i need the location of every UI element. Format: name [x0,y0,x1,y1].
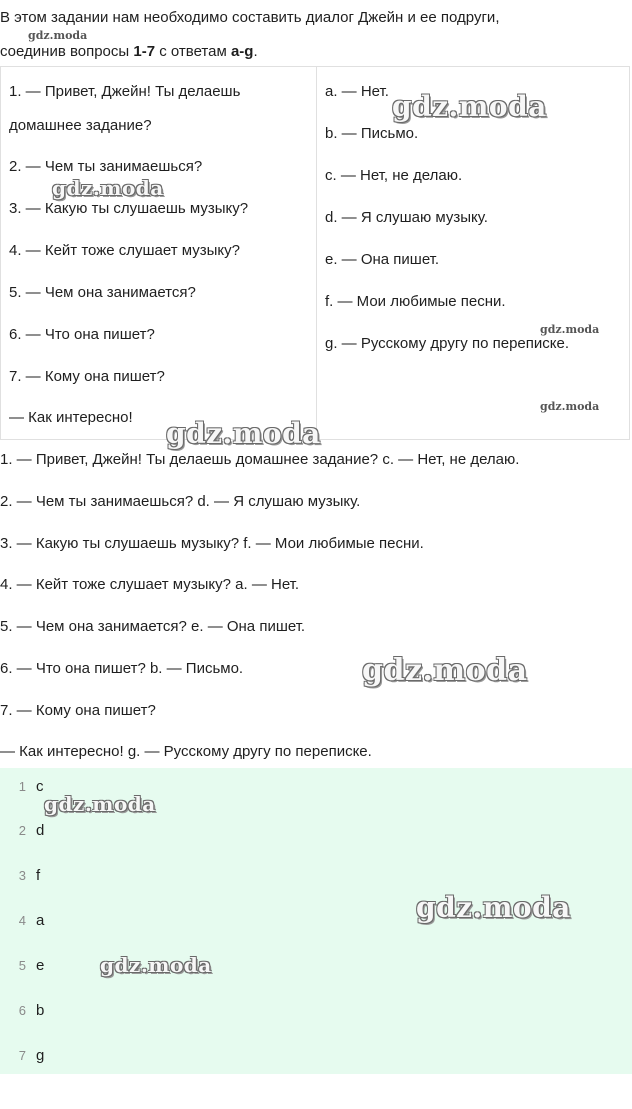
answer-cell: g. — Русскому другу по переписке. [325,335,569,352]
answer-cell: f. — Мои любимые песни. [325,293,506,310]
answer-letter: f [36,867,41,884]
question-cell: 2. — Чем ты занимаешься? [9,158,203,175]
line-number: 7 [18,1048,26,1063]
watermark: gdz.moda [28,29,88,42]
intro-range-answers: a-g [230,43,254,60]
questions-column [1,67,317,439]
answer-letter: c [36,778,44,795]
line-number: 3 [18,868,26,883]
answer-letter: d [36,822,45,839]
answer-cell: e. — Она пишет. [325,251,440,268]
matched-line: 3. — Какую ты слушаешь музыку? f. — Мои любимые песни. [0,535,424,552]
watermark: gdz.moda [100,953,212,977]
line-number: 5 [18,958,26,973]
intro-line-1: В этом задании нам необходимо составить диалог Джейн и ее подруги, [0,9,500,26]
question-cell: 1. — Привет, Джейн! Ты делаешь [9,83,241,100]
watermark: gdz.moda [166,417,321,450]
intro-line-2-mid: с ответам [155,43,231,60]
line-number: 1 [18,779,26,794]
matched-line: 2. — Чем ты занимаешься? d. — Я слушаю музыку. [0,493,361,510]
line-number: 2 [18,823,26,838]
answer-letter: a [36,912,45,929]
answer-letter: e [36,957,45,974]
matched-line: — Как интересно! g. — Русскому другу по переписке. [0,743,372,760]
question-cell: 7. — Кому она пишет? [9,368,165,385]
watermark: gdz.moda [392,90,547,123]
answer-cell: b. — Письмо. [325,125,419,142]
question-cell: 6. — Что она пишет? [9,326,155,343]
answer-cell: c. — Нет, не делаю. [325,167,463,184]
question-cell: 4. — Кейт тоже слушает музыку? [9,242,240,259]
watermark: gdz.moda [362,653,528,688]
watermark: gdz.moda [540,323,600,336]
watermark: gdz.moda [44,792,156,816]
line-number: 4 [18,913,26,928]
matched-line: 7. — Кому она пишет? [0,702,156,719]
intro-line-2-suffix: . [253,43,258,60]
watermark: gdz.moda [540,400,600,413]
matched-line: 4. — Кейт тоже слушает музыку? a. — Нет. [0,576,300,593]
intro-line-2 [0,42,620,62]
question-cell: 3. — Какую ты слушаешь музыку? [9,200,249,217]
matched-line: 6. — Что она пишет? b. — Письмо. [0,660,244,677]
line-number: 6 [18,1003,26,1018]
question-cell: домашнее задание? [9,117,152,134]
intro-range-questions: 1-7 [133,43,156,60]
question-cell: 5. — Чем она занимается? [9,284,196,301]
question-cell: — Как интересно! [9,409,133,426]
watermark: gdz.moda [416,891,571,924]
task-intro [0,8,620,62]
matched-line: 5. — Чем она занимается? e. — Она пишет. [0,618,306,635]
answer-letter: g [36,1047,45,1064]
answer-letter: b [36,1002,45,1019]
matched-line: 1. — Привет, Джейн! Ты делаешь домашнее задание? c. — Нет, не делаю. [0,451,520,468]
watermark: gdz.moda [52,176,164,200]
answer-cell: d. — Я слушаю музыку. [325,209,488,226]
intro-line-2-prefix: соединив вопросы [0,43,134,60]
answer-cell: a. — Нет. [325,83,389,100]
